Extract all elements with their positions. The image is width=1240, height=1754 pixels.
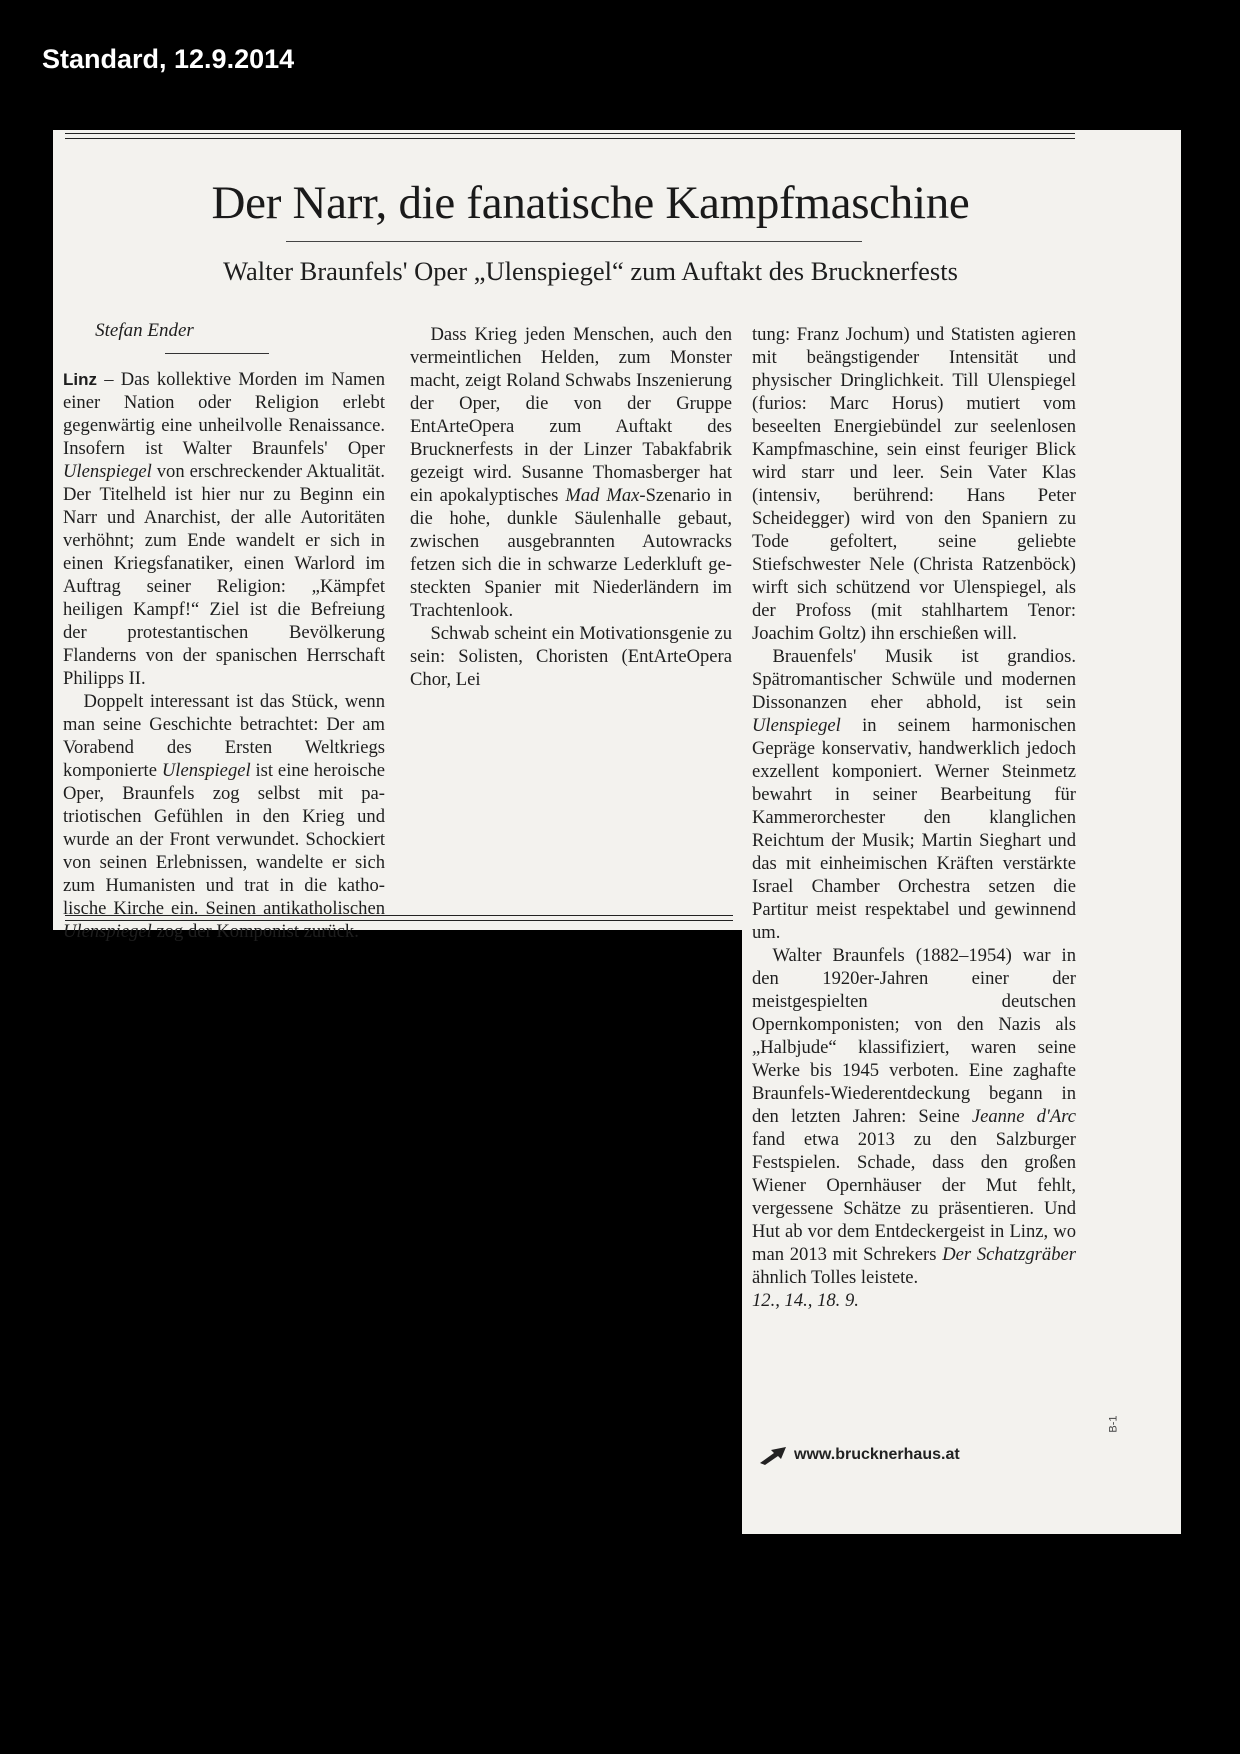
text: ähnlich Tolles leistete.	[752, 1267, 919, 1288]
paragraph-1	[63, 368, 385, 690]
paragraph-2	[63, 690, 385, 943]
author-rule	[165, 353, 269, 354]
column-1	[63, 368, 385, 943]
column-3	[752, 323, 1076, 1312]
opera-title: Ulenspiegel	[752, 715, 841, 736]
headline: Der Narr, die fanatische Kampfmaschine	[211, 177, 970, 229]
paragraph-6	[752, 944, 1076, 1289]
column-2	[410, 323, 732, 691]
text: Schwab scheint ein Motivationsgenie zu sein: Solisten, Choristen (EntArteOpera Chor, Lei	[410, 623, 732, 690]
text: tung: Franz Jochum) und Statisten agieren mit beängstigender Intensität und physischer Dringlichkeit. Till Ulenspiegel (furios: Marc Horus) mutiert vom beseelten Energiebündel zur seelenlosen Kampfmaschine, sein einst feuriger Blick wird starr und leer. Sein Vater Klas (intensiv, berührend: Hans Peter Scheidegger) wird von den Spaniern zu Tode gefoltert, seine geliebte Stiefschwester Nele (Christa Ratzenböck) wirft sich schützend vor Ulenspiegel, als der Profoss (mit stahlhartem Tenor: Joachim Goltz) ihn erschießen will.	[752, 324, 1076, 644]
performance-dates: 12., 14., 18. 9.	[752, 1290, 859, 1311]
headline-rule	[286, 241, 862, 242]
paragraph-5	[752, 645, 1076, 944]
text: – Das kollektive Morden im Namen einer Nation oder Religion erlebt gegenwärtig eine unheilvolle Renaissance. Insofern ist Walter Braunfels' Oper	[63, 369, 385, 459]
dateline: Linz	[63, 370, 97, 389]
text: -Szenario in die hohe, dunkle Säulenhalle gebaut, zwischen ausgebrannten Autowracks fetzen sich die in schwarze Lederkluft gesteckten Spanier mit Niederländern im Trachtenlook.	[410, 485, 732, 621]
website-link[interactable]: www.brucknerhaus.at	[794, 1446, 960, 1463]
top-rule	[65, 133, 1075, 139]
text: ist eine heroische Oper, Braunfels zog selbst mit patriotischen Gefühlen in den Krieg und wurde an der Front verwundet. Schockiert von seinen Erlebnissen, wandelte er sich zum Humanisten und trat in die katholische Kirche ein. Seinen antikatholischen	[63, 760, 386, 919]
bottom-rule	[65, 915, 733, 921]
opera-title: Ulenspiegel	[63, 921, 152, 942]
text: Doppelt interessant ist das Stück, wenn man seine Geschichte betrachtet: Der am Vorabend des Ersten Weltkriegs komponierte	[63, 691, 385, 781]
opera-title: Ulenspiegel	[63, 461, 152, 482]
subheadline: Walter Braunfels' Oper „Ulenspiegel“ zum Auftakt des Brucknerfests	[223, 256, 958, 286]
paragraph-3	[410, 323, 732, 622]
opera-title: Der Schatzgräber	[942, 1244, 1077, 1265]
text: von erschreckender Aktualität. Der Titelheld ist hier nur zu Beginn ein Narr und Anarchist, der alle Autoritäten verhöhnt; zum Ende wandelt er sich in einen Kriegsfanatiker, einen Warlord im Auftrag seiner Religion: „Kämpfet heiligen Kampf!“ Ziel ist die Befreiung der protestantischen Bevölkerung Flanderns von der spanischen Herrschaft Philipps II.	[63, 461, 385, 689]
text: Walter Braunfels (1882–1954) war in den 1920er-Jahren einer der meistgespielten deutschen Opernkomponisten; von den Nazis als „Halbjude“ klassifiziert, waren seine Werke bis 1945 verboten. Eine zaghafte Braunfels-Wiederentdeckung begann in den letzten Jahren: Seine	[752, 945, 1076, 1127]
text: Brauenfels' Musik ist grandios. Spätromantischer Schwüle und modernen Dissonanzen eher abhold, ist sein	[752, 646, 1076, 713]
page-mark: B-1	[1107, 1415, 1120, 1433]
link-row	[758, 1445, 960, 1465]
text: fand etwa 2013 zu den Salzburger Festspielen. Schade, dass den großen Wiener Opernhäuser der Mut fehlt, vergessene Schätze zu präsentieren. Und Hut ab vor dem Entdeckergeist in Linz, wo man 2013 mit Schrekers	[752, 1129, 1076, 1265]
film-title: Mad Max	[565, 485, 640, 506]
source-label: Standard, 12.9.2014	[42, 44, 295, 74]
opera-title: Jeanne d'Arc	[971, 1106, 1076, 1127]
text: zog der Komponist zurück.	[151, 921, 359, 942]
text: Dass Krieg jeden Menschen, auch den vermeintlichen Helden, zum Monster macht, zeigt Roland Schwabs Inszenierung der Oper, die von der Gruppe EntArteOpera zum Auftakt des Brucknerfests in der Linzer Tabakfabrik gezeigt wird. Susanne Thomasberger hat ein apokalyptisches	[410, 324, 732, 506]
opera-title: Ulenspiegel	[161, 760, 251, 781]
paragraph-4	[410, 622, 732, 691]
author: Stefan Ender	[95, 320, 194, 341]
text: in seinem harmonischen Gepräge konservativ, handwerklich jedoch exzellent komponiert. Werner Steinmetz bewahrt in seiner Bearbeitung für Kammerorchester den klanglichen Reichtum der Musik; Martin Sieghart und das mit einheimischen Kräften verstärkte Israel Chamber Orchestra setzen die Partitur meist respektabel und gewinnend um.	[752, 715, 1076, 943]
paragraph-4-continued	[752, 323, 1076, 645]
arrow-icon	[758, 1445, 788, 1465]
